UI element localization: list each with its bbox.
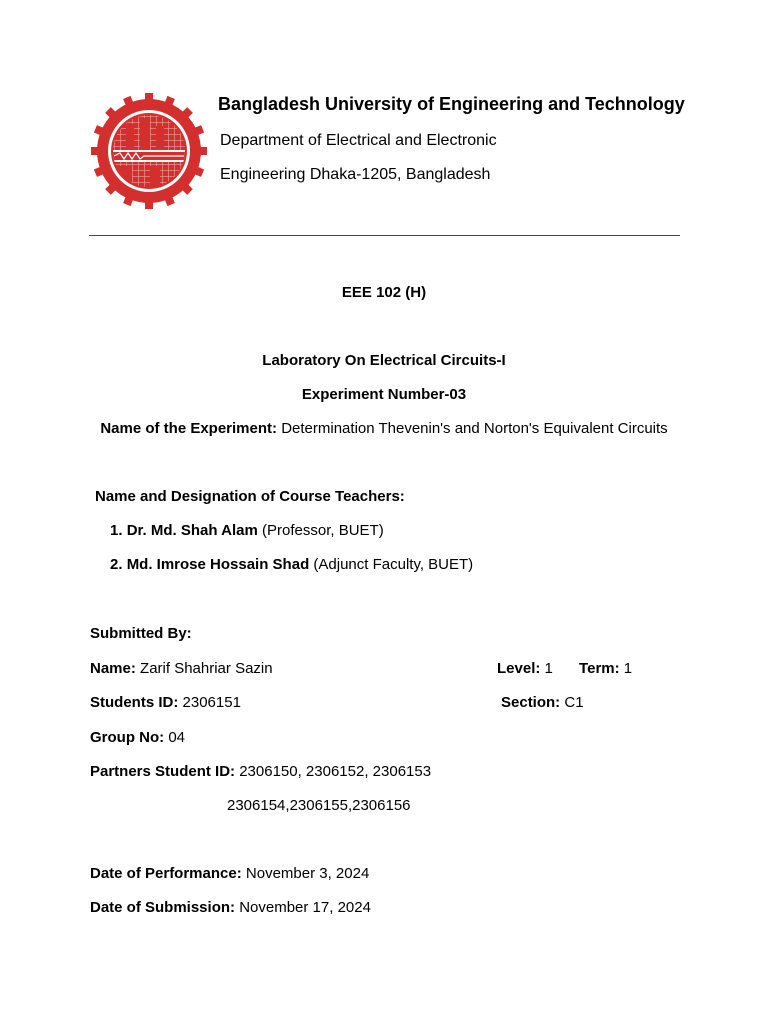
student-id-label: Students ID:	[90, 694, 179, 711]
header-divider	[89, 235, 680, 236]
performance-date-row	[90, 865, 369, 882]
submitted-by-heading: Submitted By:	[90, 625, 192, 642]
section-label: Section:	[501, 694, 561, 711]
teacher-designation: (Professor, BUET)	[262, 522, 384, 539]
student-id-value: 2306151	[182, 694, 241, 711]
group-row	[90, 729, 185, 746]
experiment-name-label: Name of the Experiment:	[100, 420, 278, 437]
student-name-row	[90, 660, 273, 677]
student-name-value: Zarif Shahriar Sazin	[140, 660, 273, 677]
experiment-name-line	[0, 420, 768, 437]
submission-date-value: November 17, 2024	[239, 899, 371, 916]
student-id-row	[90, 694, 241, 711]
experiment-number: Experiment Number-03	[301, 386, 467, 403]
partners-ids-line-1: 2306150, 2306152, 2306153	[239, 763, 432, 780]
level-label: Level:	[497, 660, 541, 677]
teacher-item	[110, 556, 473, 573]
performance-date-label: Date of Performance:	[90, 865, 242, 882]
section-value: C1	[564, 694, 584, 711]
term-value: 1	[623, 660, 633, 677]
term-label: Term:	[579, 660, 620, 677]
level-term-row	[497, 660, 632, 677]
student-name-label: Name:	[90, 660, 136, 677]
submission-date-label: Date of Submission:	[90, 899, 236, 916]
section-row	[501, 694, 584, 711]
submission-date-row	[90, 899, 371, 916]
teacher-number: 1.	[110, 522, 123, 539]
university-logo	[90, 92, 208, 210]
partners-row	[90, 763, 431, 780]
course-code: EEE 102 (H)	[341, 284, 427, 301]
teacher-name: Md. Imrose Hossain Shad	[126, 556, 310, 573]
buet-gear-logo-icon	[90, 92, 208, 210]
teachers-heading: Name and Designation of Course Teachers:	[95, 488, 405, 505]
teacher-name: Dr. Md. Shah Alam	[126, 522, 258, 539]
partners-label: Partners Student ID:	[90, 763, 236, 780]
level-value: 1	[544, 660, 553, 677]
teacher-item	[110, 522, 384, 539]
teacher-designation: (Adjunct Faculty, BUET)	[313, 556, 474, 573]
department-line-1: Department of Electrical and Electronic	[220, 132, 497, 149]
group-value: 04	[168, 729, 186, 746]
performance-date-value: November 3, 2024	[245, 865, 370, 882]
university-name: Bangladesh University of Engineering and Technology	[218, 94, 685, 114]
group-label: Group No:	[90, 729, 165, 746]
department-line-2: Engineering Dhaka-1205, Bangladesh	[220, 166, 491, 183]
partners-ids-line-2: 2306154,2306155,2306156	[227, 797, 411, 814]
lab-title: Laboratory On Electrical Circuits-I	[262, 352, 506, 369]
experiment-name-value: Determination Thevenin's and Norton's Equivalent Circuits	[281, 420, 668, 437]
teacher-number: 2.	[110, 556, 123, 573]
